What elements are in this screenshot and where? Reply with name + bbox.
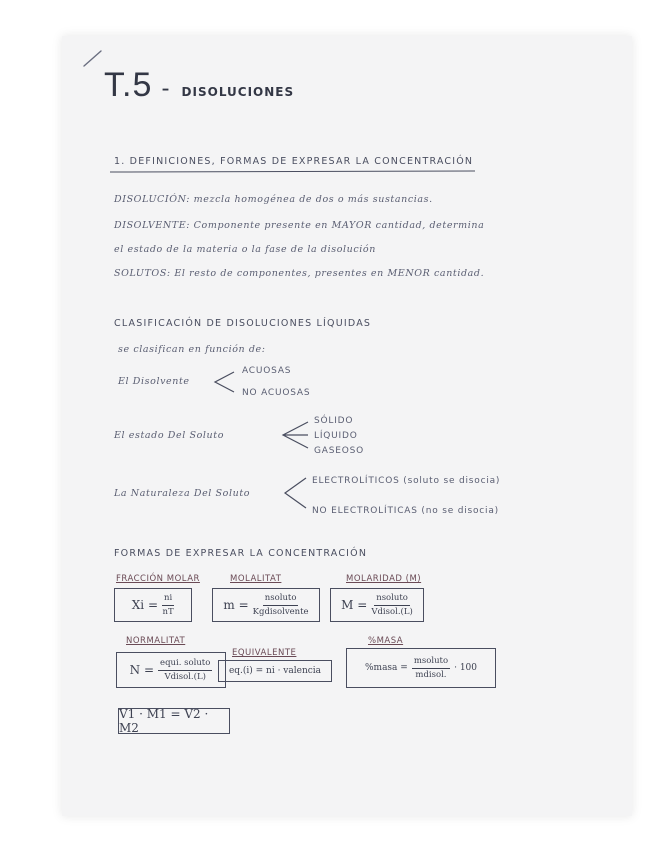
section1-heading: 1. DEFINICIONES, FORMAS DE EXPRESAR LA CONCENTRACIÓN	[114, 156, 474, 167]
fraction-denominator: nT	[162, 606, 174, 617]
definition-line-1: DISOLUCIÓN: mezcla homogénea de dos o más sustancias.	[114, 194, 433, 205]
formula-lhs: m =	[223, 598, 249, 612]
classification-intro: se clasifican en función de:	[118, 344, 266, 355]
label-normalitat: NORMALITAT	[126, 636, 186, 646]
formula-tail: · 100	[454, 663, 477, 673]
label-molalitat: MOLALITAT	[230, 574, 282, 584]
bracket-angle-icon	[212, 370, 236, 394]
formula-expression: eq.(i) = ni · valencia	[228, 666, 322, 676]
fraction-numerator: nsoluto	[374, 594, 410, 606]
notebook-page	[62, 36, 632, 816]
group-naturaleza-label: La Naturaleza Del Soluto	[114, 488, 251, 499]
formula-box-equivalente	[218, 660, 332, 682]
bracket-angle-icon	[282, 476, 308, 510]
label-molaridad: MOLARIDAD (M)	[346, 574, 422, 584]
fraction-denominator: mdisol.	[415, 669, 447, 680]
title-name: DISOLUCIONES	[181, 85, 295, 99]
section1-underline	[110, 170, 475, 174]
fraction-numerator: nsoluto	[263, 594, 299, 606]
pen-stroke-mark	[82, 48, 104, 68]
formula-box-dilucion	[118, 708, 230, 734]
fraction-denominator: Kgdisolvente	[252, 606, 309, 617]
formula-box-molaridad	[330, 588, 424, 622]
label-equivalente: EQUIVALENTE	[232, 648, 297, 658]
formula-box-normalitat	[116, 652, 226, 688]
formula-lhs: M =	[341, 598, 368, 612]
option-acuosas: ACUOSAS	[242, 366, 292, 376]
fraction-numerator: ni	[162, 594, 174, 606]
fraction	[158, 659, 212, 681]
option-no-acuosas: NO ACUOSAS	[242, 388, 311, 398]
option-gaseoso: GASEOSO	[314, 446, 365, 456]
fraction-numerator: msoluto	[412, 657, 450, 669]
fraction	[253, 594, 309, 616]
formas-heading: FORMAS DE EXPRESAR LA CONCENTRACIÓN	[114, 548, 368, 559]
option-solido: SÓLIDO	[314, 416, 354, 426]
fraction	[412, 657, 450, 679]
group-disolvente-label: El Disolvente	[118, 376, 190, 387]
bracket-angle-icon	[280, 420, 310, 450]
fraction	[371, 594, 412, 616]
fraction-denominator: Vdisol.(L)	[371, 606, 413, 617]
group-estado-label: El estado Del Soluto	[114, 430, 225, 441]
label-porcentaje-masa: %MASA	[368, 636, 404, 646]
dilution-expression: V1 · M1 = V2 · M2	[119, 707, 209, 735]
option-electroliticos: ELECTROLÍTICOS (soluto se disocia)	[312, 476, 501, 486]
fraction-denominator: Vdisol.(L)	[164, 671, 206, 682]
fraction	[162, 594, 174, 616]
label-fraccion-molar: FRACCIÓN MOLAR	[116, 574, 200, 584]
formula-box-molalitat	[212, 588, 320, 622]
classification-heading: CLASIFICACIÓN DE DISOLUCIONES LÍQUIDAS	[114, 318, 372, 329]
definition-line-4: SOLUTOS: El resto de componentes, presentes en MENOR cantidad.	[114, 268, 485, 279]
option-liquido: LÍQUIDO	[314, 431, 358, 441]
fraction-numerator: equi. soluto	[158, 659, 212, 671]
formula-lhs: %masa =	[364, 663, 408, 673]
option-no-electroliticas: NO ELECTROLÍTICAS (no se disocia)	[312, 506, 499, 516]
formula-box-porcentaje-masa	[346, 648, 496, 688]
formula-lhs: Xi =	[131, 598, 159, 612]
formula-lhs: N =	[129, 663, 155, 677]
page-title	[104, 66, 294, 105]
title-number: T.5	[104, 66, 153, 104]
formula-box-fraccion-molar	[114, 588, 192, 622]
title-dash: -	[161, 75, 171, 102]
definition-line-2: DISOLVENTE: Componente presente en MAYOR cantidad, determina	[114, 220, 485, 231]
definition-line-3: el estado de la materia o la fase de la disolución	[114, 244, 376, 255]
